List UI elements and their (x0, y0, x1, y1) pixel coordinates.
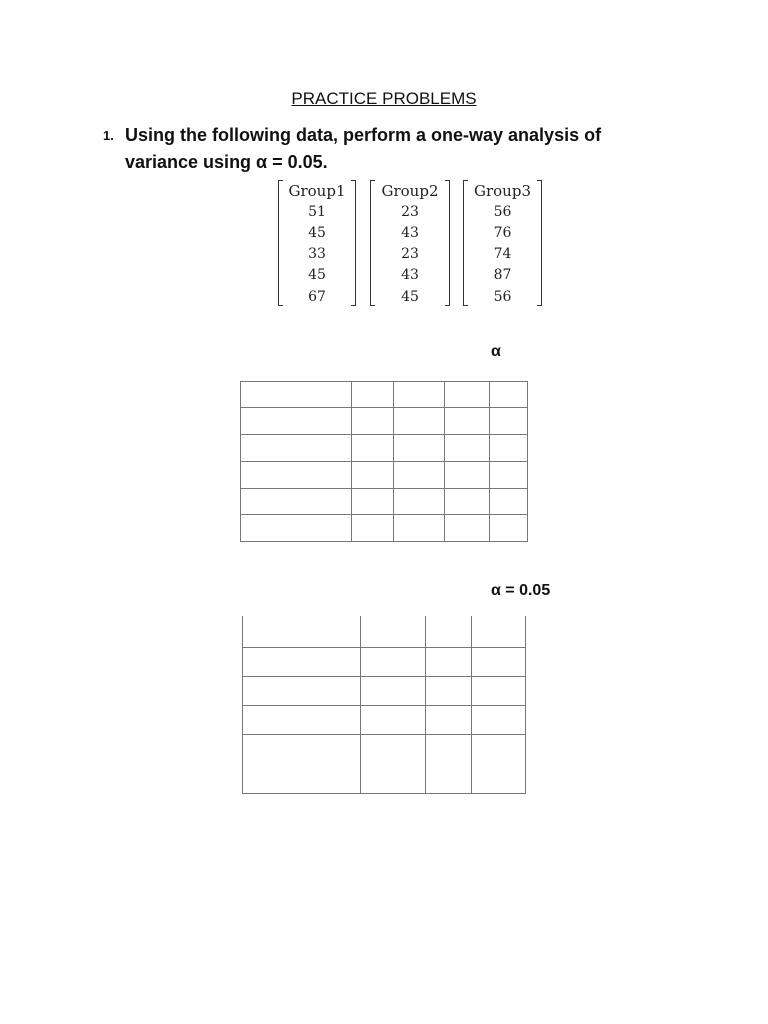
table-cell (352, 515, 394, 542)
table-row (243, 705, 526, 734)
table-cell (352, 462, 394, 489)
table-cell (352, 489, 394, 515)
group2-value: 23 (401, 204, 419, 220)
table-cell (445, 408, 490, 435)
page-title: PRACTICE PROBLEMS (291, 89, 477, 108)
table-cell (394, 435, 445, 462)
table-cell (352, 408, 394, 435)
table-cell (243, 676, 361, 705)
table-cell (241, 489, 352, 515)
table-cell (241, 382, 352, 408)
table-row (241, 435, 528, 462)
table-cell (490, 435, 528, 462)
table-cell (426, 647, 472, 676)
table-row (243, 647, 526, 676)
table-cell (394, 408, 445, 435)
table-cell (426, 676, 472, 705)
table-cell (361, 647, 426, 676)
group1-value: 33 (308, 246, 326, 262)
table-row (241, 489, 528, 515)
table-row (241, 462, 528, 489)
group2-header: Group2 (381, 182, 439, 200)
table-cell (426, 705, 472, 734)
table-row (243, 676, 526, 705)
group3-value: 56 (493, 204, 512, 220)
table-cell (445, 515, 490, 542)
table-cell (472, 647, 526, 676)
table-cell (490, 462, 528, 489)
group2-value: 45 (401, 289, 419, 305)
table-cell (445, 462, 490, 489)
group3-value: 56 (493, 289, 512, 305)
table-cell (490, 382, 528, 408)
group1-matrix (278, 180, 356, 308)
table-cell (490, 489, 528, 515)
table-row (243, 734, 526, 793)
table-row (243, 616, 526, 647)
table-cell (445, 435, 490, 462)
table-cell (394, 462, 445, 489)
table-cell (241, 435, 352, 462)
table-cell (426, 616, 472, 647)
table-cell (241, 515, 352, 542)
group2-value: 43 (401, 267, 419, 283)
table-cell (490, 408, 528, 435)
group3-value: 74 (493, 246, 512, 262)
question-line-1: Using the following data, perform a one-way analysis of (125, 125, 602, 145)
table-cell (445, 382, 490, 408)
question-line-2: variance using α = 0.05. (125, 152, 328, 172)
table-row (241, 515, 528, 542)
table-cell (243, 734, 361, 793)
table-cell (361, 616, 426, 647)
table-cell (241, 408, 352, 435)
group3-value: 76 (493, 225, 512, 241)
group3-value: 87 (493, 267, 512, 283)
table-cell (361, 676, 426, 705)
group1-value: 67 (308, 289, 326, 305)
alpha-label: α (491, 343, 501, 360)
group3-header: Group3 (474, 182, 531, 200)
group2-value: 43 (401, 225, 419, 241)
group1-header: Group1 (288, 182, 346, 200)
blank-table-2 (242, 616, 526, 794)
table-cell (243, 616, 361, 647)
table-cell (472, 676, 526, 705)
table-cell (352, 382, 394, 408)
table-cell (394, 515, 445, 542)
question-number: 1. (103, 128, 114, 143)
group2-matrix (370, 180, 450, 308)
table-cell (472, 705, 526, 734)
group2-value: 23 (401, 246, 419, 262)
table-cell (472, 734, 526, 793)
table-cell (243, 647, 361, 676)
table-cell (394, 382, 445, 408)
table-cell (426, 734, 472, 793)
group1-value: 45 (308, 267, 326, 283)
table-cell (361, 705, 426, 734)
group1-value: 45 (308, 225, 326, 241)
group3-matrix (463, 180, 542, 308)
table-cell (361, 734, 426, 793)
blank-table-1 (240, 381, 528, 542)
question-text (125, 122, 645, 176)
table-cell (352, 435, 394, 462)
alpha-level-label: α = 0.05 (491, 582, 551, 599)
table-cell (394, 489, 445, 515)
table-cell (490, 515, 528, 542)
table-cell (241, 462, 352, 489)
table-cell (445, 489, 490, 515)
group1-value: 51 (308, 204, 326, 220)
table-row (241, 382, 528, 408)
table-row (241, 408, 528, 435)
table-cell (243, 705, 361, 734)
table-cell (472, 616, 526, 647)
